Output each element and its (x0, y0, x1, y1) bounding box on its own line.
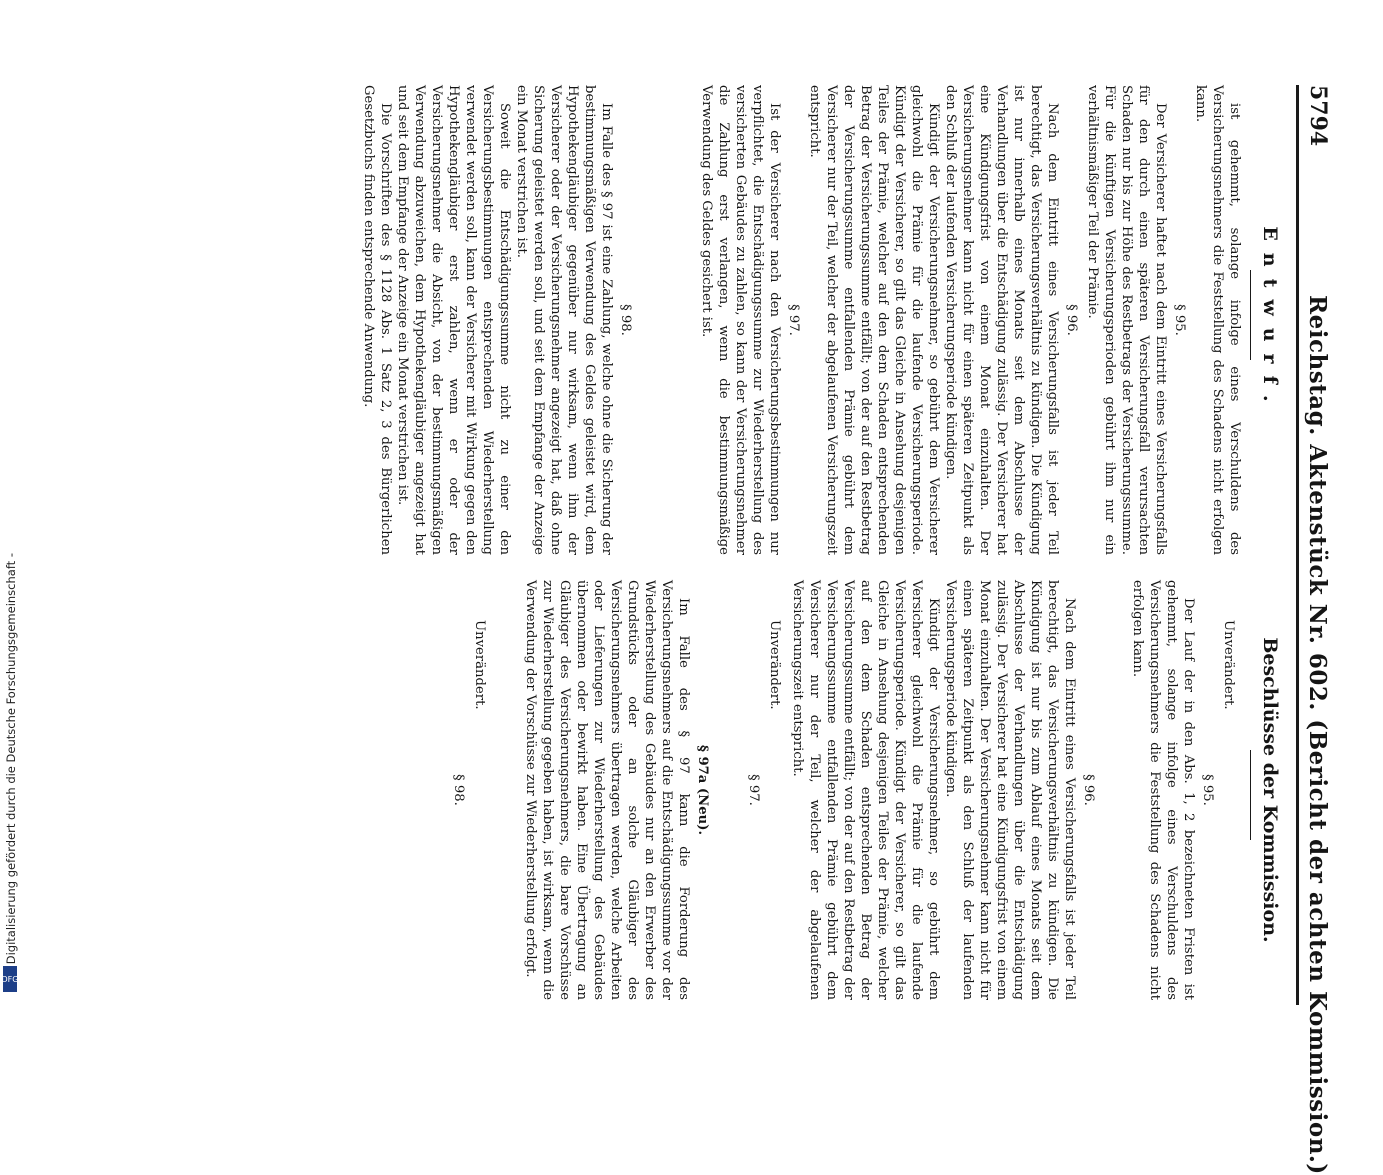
right-title-underline (1250, 750, 1251, 840)
digitization-credit: Digitalisierung gefördert durch die Deutsche Forschungsgemeinschaft - (4, 552, 18, 964)
left-title-underline (1250, 270, 1251, 360)
paragraph: Kündigt der Versicherungsnehmer, so gebührt dem Versicherer gleichwohl die Prämie für die laufende Versicherungsperiode. Kündigt der Versicherer, so gilt das Gleiche in Ansehung desjenigen Teiles der Prämie, welcher auf den dem Schaden entsprechenden Betrag der Versicherungssumme entfällt; von der auf den Restbetrag der Versicherungssumme entfallenden Prämie gebührt dem Versicherer nur der Teil, welcher der abgelaufenen Versicherungszeit entspricht. (807, 85, 941, 555)
unchanged-note: Unverändert. (1221, 620, 1236, 710)
left-column-title: Entwurf. (1259, 226, 1281, 414)
section-heading-new: § 97a (Neu). (695, 744, 710, 836)
left-column (360, 85, 1243, 555)
paragraph: Nach dem Eintritt eines Versicherungsfalls ist jeder Teil berechtigt, das Versicherungsverhältnis zu kündigen. Die Kündigung ist nur innerhalb eines Monats seit dem Abschlusse der Verhandlungen über die Entschädigung zulässig. Der Versicherer hat eine Kündigungsfrist von einem Monat einzuhalten. Der Versicherungsnehmer kann nicht für einen späteren Zeitpunkt als den Schluß der laufenden Versicherungsperiode kündigen. (943, 85, 1060, 555)
paragraph: ist gehemmt, solange infolge eines Verschuldens des Versicherungsnehmers die Feststellung des Schadens nicht erfolgen kann. (1193, 85, 1242, 555)
right-column-title: Beschlüsse der Kommission. (1259, 637, 1281, 943)
dfg-logo: DFG (3, 966, 17, 992)
unchanged-note: Unverändert. (767, 620, 782, 710)
paragraph: Kündigt der Versicherungsnehmer, so gebührt dem Versicherer gleichwohl die Prämie für die laufende Versicherungsperiode. Kündigt der Versicherer, so gilt das Gleiche in Ansehung desjenigen Teiles der Prämie, welcher auf den dem Schaden entsprechenden Betrag der Versicherungssumme entfällt; von der auf den Restbetrag der Versicherungssumme entfallenden Prämie gebührt dem Versicherer nur der Teil, welcher der abgelaufenen Versicherungszeit entspricht. (790, 580, 941, 1000)
paragraph: Nach dem Eintritt eines Versicherungsfalls ist jeder Teil berechtigt, das Versicherungsverhältnis zu kündigen. Die Kündigung ist nur bis zum Ablauf eines Monats seit dem Abschlusse der Verhandlungen über die Entschädigung zulässig. Der Versicherer hat eine Kündigungsfrist von einem Monat einzuhalten. Der Versicherungsnehmer kann nicht für einen späteren Zeitpunkt als den Schluß der laufenden Versicherungsperiode kündigen. (943, 580, 1077, 1000)
right-column (448, 580, 1243, 1000)
paragraph: Soweit die Entschädigungssumme nicht zu einer den Versicherungsbestimmungen entsprechenden Wiederherstellung verwendet werden soll, kann der Versicherer mit Wirkung gegen den Hypothekengläubiger erst zahlen, wenn er oder der Versicherungsnehmer die Absicht, von der bestimmungsmäßigen Verwendung abzuweichen, dem Hypothekengläubiger angezeigt hat und seit dem Empfange der Anzeige ein Monat verstrichen ist. (395, 85, 512, 555)
paragraph: Ist der Versicherer nach den Versicherungsbestimmungen nur verpflichtet, die Entschädigungssumme zur Wiederherstellung des versicherten Gebäudes zu zahlen, so kann der Versicherungsnehmer die Zahlung erst verlangen, wenn die bestimmungsmäßige Verwendung des Geldes gesichert ist. (699, 85, 782, 555)
paragraph: Im Falle des § 97 ist eine Zahlung, welche ohne die Sicherung der bestimmungsmäßigen Verwendung des Geldes geleistet wird, dem Hypothekengläubiger gegenüber nur wirksam, wenn ihm der Versicherer oder der Versicherungsnehmer angezeigt hat, daß ohne Sicherung geleistet werden soll, und seit dem Empfange der Anzeige ein Monat verstrichen ist. (514, 85, 614, 555)
paragraph: Der Versicherer haftet nach dem Eintritt eines Versicherungsfalls für den durch einen späteren Versicherungsfall verursachten Schaden nur bis zur Höhe des Restbetrags der Versicherungssumme. Für die künftigen Versicherungsperioden gebührt ihm nur ein verhältnismäßiger Teil der Prämie. (1085, 85, 1168, 555)
section-heading: § 95. (1172, 304, 1187, 336)
section-heading: § 98. (618, 304, 633, 336)
page-number: 5794 (1305, 85, 1331, 147)
paragraph: Die Vorschriften des § 1128 Abs. 1 Satz 2, 3 des Bürgerlichen Gesetzbuchs finden entsprechende Anwendung. (361, 85, 393, 555)
section-heading: § 95. (1200, 774, 1215, 806)
running-title: Reichstag. Aktenstück Nr. 602. (Bericht der achten Kommission.) (1304, 295, 1331, 1175)
section-heading: § 98. (451, 774, 466, 806)
paragraph: Im Falle des § 97 kann die Forderung des Versicherungsnehmers auf die Entschädigungssumme vor der Wiederherstellung des Gebäudes nur an den Erwerber des Grundstücks oder an solche Gläubiger des Versicherungsnehmers übertragen werden, welche Arbeiten oder Lieferungen zur Wiederherstellung des Gebäudes übernommen oder bewirkt haben. Eine Übertragung an Gläubiger des Versicherungsnehmers, die bare Vorschüsse zur Wiederherstellung gegeben haben, ist wirksam, wenn die Verwendung der Vorschüsse zur Wiederherstellung erfolgt. (523, 580, 691, 1000)
unchanged-note: Unverändert. (472, 620, 487, 710)
header-rule (1296, 85, 1299, 1005)
section-heading: § 97. (786, 304, 801, 336)
section-heading: § 96. (1064, 304, 1079, 336)
section-heading: § 97. (746, 774, 761, 806)
paragraph: Der Lauf der in den Abs. 1, 2 bezeichneten Fristen ist gehemmt, solange infolge eines Verschuldens des Versicherungsnehmers die Feststellung des Schadens nicht erfolgen kann. (1130, 580, 1196, 1000)
section-heading: § 96. (1081, 774, 1096, 806)
